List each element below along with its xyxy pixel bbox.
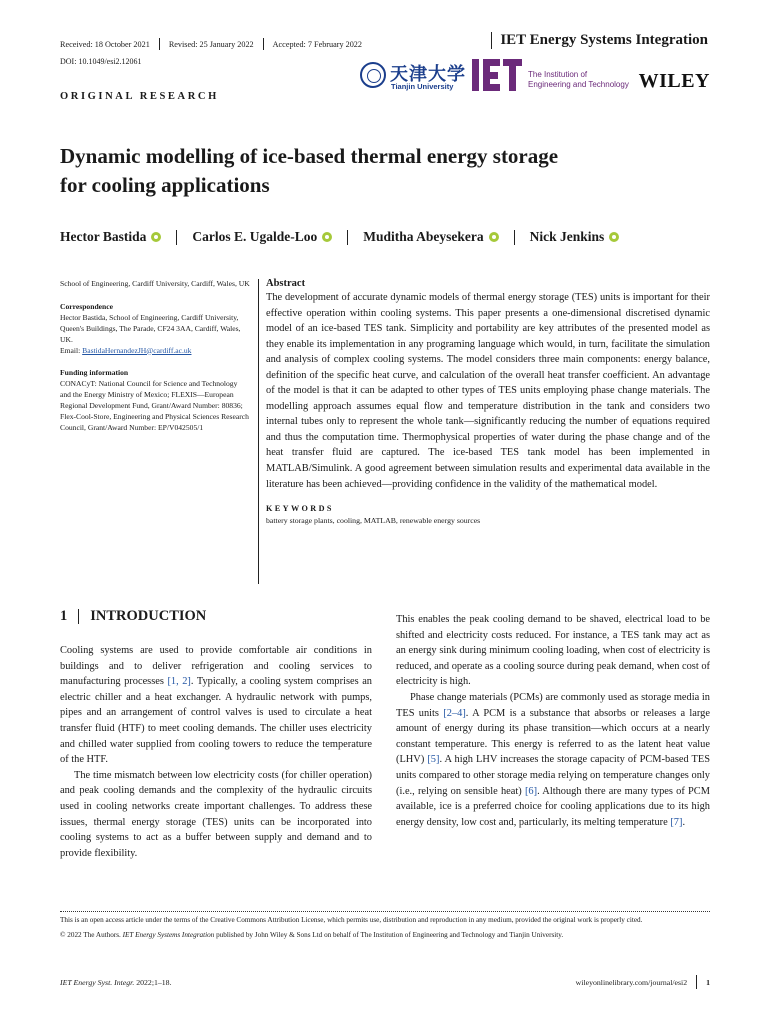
section-heading: [60, 608, 206, 625]
citation-link[interactable]: [5]: [427, 754, 440, 766]
funding-heading: Funding information: [60, 368, 129, 378]
article-dates: [60, 38, 362, 50]
orcid-icon[interactable]: [322, 232, 332, 242]
abstract-heading: Abstract: [266, 278, 306, 289]
author: Muditha Abeysekera: [363, 229, 498, 245]
correspondence-email: Email: BastidaHernandezJH@cardiff.ac.uk: [60, 345, 192, 355]
received-date: Received: 18 October 2021: [60, 39, 150, 49]
keywords-heading: KEYWORDS: [266, 504, 334, 514]
article-title: Dynamic modelling of ice-based thermal energy storage for cooling applications: [60, 144, 559, 197]
tianjin-university-name: Tianjin University: [391, 82, 454, 91]
tianjin-university-seal-icon: [360, 62, 386, 88]
citation-link[interactable]: [2–4]: [443, 707, 466, 719]
divider: [78, 609, 79, 624]
footnote: [60, 915, 710, 941]
section-title: INTRODUCTION: [90, 608, 207, 624]
copyright-text: © 2022 The Authors. IET Energy Systems Integration published by John Wiley & Sons Ltd on behalf of The Institution of Engineering and Technology and Tianjin University.: [60, 931, 564, 940]
doi: DOI: 10.1049/esi2.12061: [60, 57, 142, 66]
divider: [159, 38, 160, 50]
funding-text: CONACyT: National Council for Science and Technology and the Energy Ministry of Mexico; FLEXIS—European Regional Development Fund, Grant/Award Number: 80836; Flex-Cool-Store, Engineering and Physical Sciences Research Council, Grant/Award Number: EP/V042505/1: [60, 379, 249, 432]
author: Nick Jenkins: [530, 229, 620, 245]
orcid-icon[interactable]: [489, 232, 499, 242]
publisher-logos: [360, 58, 710, 96]
article-info-sidebar: [60, 279, 250, 434]
orcid-icon[interactable]: [151, 232, 161, 242]
divider: [176, 230, 177, 245]
author-list: [60, 229, 619, 245]
correspondence-text: Hector Bastida, School of Engineering, Cardiff University, Queen's Buildings, The Parade, CF24 3AA, Cardiff, Wales, UK.: [60, 312, 241, 344]
revised-date: Revised: 25 January 2022: [168, 39, 254, 49]
paragraph: This enables the peak cooling demand to be shaved, electrical load to be shifted and electricity costs reduced. For instance, a TES tank may act as an energy sink during minimum cooling loading, when cost of electricity is reduced, and operate as a cooling source during peak demand, when cost of electricity is high.: [396, 614, 710, 688]
page-number: 1: [706, 977, 710, 987]
journal-name: [491, 32, 708, 49]
journal-title: IET Energy Systems Integration: [500, 32, 708, 48]
article-type: ORIGINAL RESEARCH: [60, 91, 219, 102]
wiley-logo: WILEY: [638, 70, 710, 92]
citation-link[interactable]: [6]: [524, 785, 538, 797]
divider: [347, 230, 348, 245]
author: Hector Bastida: [60, 229, 161, 245]
body-column-right: [396, 612, 710, 830]
citation-link[interactable]: [1, 2]: [167, 676, 191, 688]
accepted-date: Accepted: 7 February 2022: [272, 39, 362, 49]
abstract: [266, 278, 710, 525]
body-column-left: [60, 643, 372, 861]
abstract-divider: [258, 279, 259, 584]
paragraph: The time mismatch between low electricity costs (for chiller operation) and peak cooling demands and the complexity of the hydraulic circuits used in cooling networks create important challenges. To address these issues, thermal energy storage (TES) units can be incorporated into cooling systems to act as a buffer between supply and demand and to provide flexibility.: [60, 769, 372, 859]
footnote-divider: [60, 911, 710, 912]
abstract-text: The development of accurate dynamic models of thermal energy storage (TES) units is important for their effective operation within cooling systems. This paper presents a one-dimensional discretised dynamic model of an ice-based TES tank. Simplicity and portability are key attributes of the presented model as they enable its implementation in any programing language which would, in turn, facilitate the simulation and analysis of complex cooling systems. The model considers three main components: energy balance, definition of the specific heat curve, and calculation of the overall heat transfer coefficient. An advantage of the model is that it can be adapted to other types of TES units employing phase change materials. The modelling approach assumes equal flow and temperature distribution in the tank and considers two internal tubes only to represent the whole tank—significantly reducing the number of equations required and thus the computation time. Thermophysical properties of water during the phase change and of the heat transfer fluid are captured. The ice-based TES tank model has been implemented in MATLAB/Simulink. A good agreement between simulation results and experimental data available in the literature has been achieved—providing confidence in the validity of the mathematical model.: [266, 292, 710, 490]
divider: [696, 975, 697, 989]
journal-url[interactable]: wileyonlinelibrary.com/journal/esi2: [575, 977, 688, 987]
author: Carlos E. Ugalde-Loo: [192, 229, 332, 245]
tianjin-university-chinese-name: 天津大学: [390, 64, 466, 84]
affiliation: School of Engineering, Cardiff University, Cardiff, Wales, UK: [60, 279, 250, 288]
license-text: This is an open access article under the terms of the Creative Commons Attribution License, which permits use, distribution and reproduction in any medium, provided the original work is properly cited.: [60, 916, 643, 924]
citation-link[interactable]: [7]: [670, 816, 683, 828]
email-link[interactable]: BastidaHernandezJH@cardiff.ac.uk: [82, 345, 192, 355]
orcid-icon[interactable]: [609, 232, 619, 242]
divider: [263, 38, 264, 50]
divider: [491, 32, 493, 49]
keywords-text: battery storage plants, cooling, MATLAB, renewable energy sources: [266, 516, 481, 526]
paragraph: Phase change materials (PCMs) are commonly used as storage media in TES units [2–4]. A PCM is a substance that absorbs or releases a large amount of energy during its phase transition—which occurs at a nearly constant temperature. This energy is referred to as the latent heat value (LHV) [5]. A high LHV increases the storage capacity of PCM-based TES units compared to other storage media relying on temperature changes only (i.e., relying on sensible heat) [6]. Although there are many types of PCM available, ice is a preferred choice for cooling applications due to its high energy density, low cost and, particularly, its melting temperature [7].: [396, 691, 711, 828]
correspondence-heading: Correspondence: [60, 301, 114, 311]
iet-name: The Institution of Engineering and Technology: [528, 70, 629, 89]
page-footer: [60, 975, 710, 989]
citation: IET Energy Syst. Integr. 2022;1–18.: [60, 977, 172, 987]
paragraph: Cooling systems are used to provide comfortable air conditions in buildings and to deliver refrigeration and cooling services to manufacturing processes [1, 2]. Typically, a cooling system comprises an electric chiller and a heat exchanger. A hydraulic network with pumps, pipes and an arrangement of control valves is used to circulate a heat transfer fluid (HTF) to meet cooling demands. The chiller uses electricity and chilled water supplied from cooling towers to reduce the temperature of the HTF.: [60, 645, 373, 766]
iet-logo-icon: [472, 59, 522, 91]
divider: [514, 230, 515, 245]
section-number: 1: [60, 608, 68, 624]
